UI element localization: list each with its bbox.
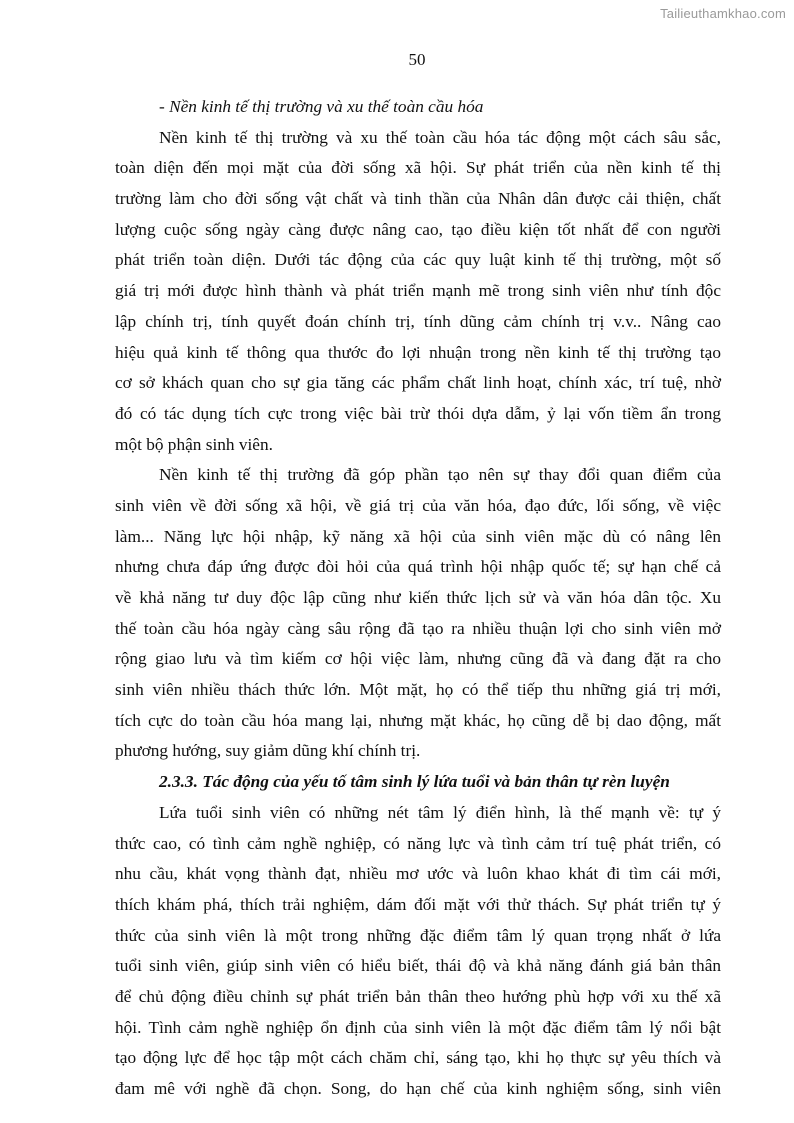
text-line: sinh viên về đời sống xã hội, về giá trị của văn hóa, đạo đức, lối sống, về việc	[115, 495, 721, 515]
text-line: Nền kinh tế thị trường đã góp phần tạo nên sự thay đổi quan điểm của	[159, 465, 721, 485]
text-line: nhưng chưa đáp ứng được đòi hỏi của quá trình hội nhập quốc tế; sự hạn chế cả	[115, 557, 721, 577]
text-line: thức của sinh viên là một trong những đặc điểm tâm lý quan trọng nhất ở lứa	[115, 925, 721, 945]
text-line: cơ sở khách quan cho sự gia tăng các phẩm chất linh hoạt, chính xác, trí tuệ, nhờ	[115, 373, 721, 393]
text-line: tạo động lực để học tập một cách chăm chỉ, sáng tạo, khi họ thực sự yêu thích và	[115, 1048, 721, 1068]
text-line: sinh viên nhiều thách thức lớn. Một mặt, họ có thể tiếp thu những giá trị mới,	[115, 680, 721, 700]
text-line: về khả năng tư duy độc lập cũng như kiến thức lịch sử và văn hóa dân tộc. Xu	[115, 588, 721, 607]
section-heading: 2.3.3. Tác động của yếu tố tâm sinh lý lứa tuổi và bản thân tự rèn luyện	[159, 772, 670, 792]
text-line: tuổi sinh viên, giúp sinh viên có hiểu biết, thái độ và khả năng đánh giá bản thân	[115, 956, 721, 976]
text-line: hội. Tình cảm nghề nghiệp ổn định của sinh viên là một đặc điểm tâm lý nổi bật	[115, 1017, 721, 1037]
text-line: lượng cuộc sống ngày càng được nâng cao, tạo điều kiện tốt nhất để con người	[115, 219, 721, 239]
watermark: Tailieuthamkhao.com	[660, 6, 786, 21]
text-line: lập chính trị, tính quyết đoán chính trị, tính dũng cảm chính trị v.v.. Nâng cao	[115, 311, 721, 331]
text-line: một bộ phận sinh viên.	[115, 434, 273, 454]
page-number: 50	[408, 50, 426, 69]
document-body	[115, 92, 721, 1105]
text-line: nhu cầu, khát vọng thành đạt, nhiều mơ ước và luôn khao khát đi tìm cái mới,	[115, 864, 721, 884]
text-line: để chủ động điều chỉnh sự phát triển bản thân theo hướng phù hợp với xu thế xã	[115, 986, 721, 1006]
text-line: phương hướng, suy giảm dũng khí chính trị.	[115, 741, 421, 761]
text-line: Nền kinh tế thị trường và xu thế toàn cầu hóa tác động một cách sâu sắc,	[159, 127, 721, 147]
text-line: tích cực do toàn cầu hóa mang lại, nhưng mặt khác, họ cũng dễ bị dao động, mất	[115, 710, 721, 730]
text-line: Lứa tuổi sinh viên có những nét tâm lý điển hình, là thế mạnh về: tự ý	[159, 802, 721, 822]
text-line: toàn diện đến mọi mặt của đời sống xã hội. Sự phát triển của nền kinh tế thị	[115, 158, 721, 178]
text-line: thức cao, có tình cảm nghề nghiệp, có năng lực và tình cảm trí tuệ phát triển, có	[115, 833, 721, 853]
text-line: giá trị mới được hình thành và phát triển mạnh mẽ trong sinh viên như tính độc	[115, 281, 721, 301]
text-line: làm... Năng lực hội nhập, kỹ năng xã hội của sinh viên mặc dù có nâng lên	[115, 526, 721, 546]
text-line: đó có tác dụng tích cực trong việc bài trừ thói dựa dẫm, ỷ lại vốn tiềm ẩn trong	[115, 403, 721, 423]
subheading: - Nền kinh tế thị trường và xu thế toàn cầu hóa	[159, 97, 484, 116]
text-line: thế toàn cầu hóa ngày càng sâu rộng đã tạo ra nhiều thuận lợi cho sinh viên mở	[115, 618, 721, 638]
text-line: thích khám phá, thích trải nghiệm, dám đối mặt với thử thách. Sự phát triển tự ý	[115, 894, 721, 914]
text-line: trường làm cho đời sống vật chất và tinh thần của Nhân dân được cải thiện, chất	[115, 189, 721, 209]
text-line: phát triển toàn diện. Dưới tác động của các quy luật kinh tế thị trường, một số	[115, 250, 721, 270]
text-line: hiệu quả kinh tế thông qua thước đo lợi nhuận trong nền kinh tế thị trường tạo	[115, 342, 721, 362]
text-line: đam mê với nghề đã chọn. Song, do hạn chế của kinh nghiệm sống, sinh viên	[115, 1079, 721, 1098]
text-line: rộng giao lưu và tìm kiếm cơ hội việc làm, nhưng cũng đã và đang đặt ra cho	[115, 649, 721, 669]
